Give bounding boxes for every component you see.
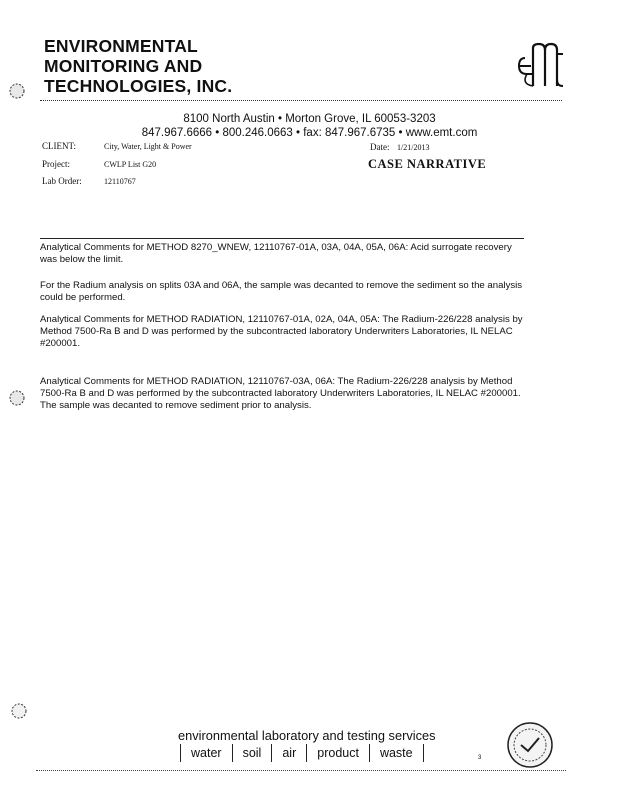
date-label: Date: <box>370 142 390 152</box>
service-item-soil: soil <box>232 744 272 762</box>
comment-paragraph: Analytical Comments for METHOD 8270_WNEW, 12110767-01A, 03A, 04A, 05A, 06A: Acid surrogate recovery was below the limit. <box>40 242 512 265</box>
page-number: 3 <box>478 755 482 761</box>
company-name-line-2: MONITORING AND <box>44 56 203 76</box>
punch-hole-icon <box>8 82 26 100</box>
footer-divider <box>36 770 566 771</box>
emt-logo-icon <box>515 40 567 90</box>
service-item-product: product <box>306 744 369 762</box>
comment-paragraph: Analytical Comments for METHOD RADIATION, 12110767-03A, 06A: The Radium-226/228 analysis by Method 7500-Ra B and D was performed by the subcontracted laboratory Underwriters Laboratories, IL NELAC #200001. The sample was decanted to remove sediment prior to analysis. <box>40 376 521 411</box>
company-contact: 847.967.6666 • 800.246.0663 • fax: 847.967.6735 • www.emt.com <box>141 127 478 139</box>
project-value: CWLP List G20 <box>104 160 157 169</box>
punch-hole-icon <box>10 702 28 720</box>
section-divider <box>40 238 524 239</box>
client-value: City, Water, Light & Power <box>104 142 192 151</box>
case-narrative-title: CASE NARRATIVE <box>368 157 487 171</box>
lab-order-value: 12110767 <box>104 177 136 186</box>
date-value: 1/21/2013 <box>397 143 430 152</box>
footer-tagline: environmental laboratory and testing services <box>178 728 436 743</box>
service-item-air: air <box>271 744 306 762</box>
punch-hole-icon <box>8 389 26 407</box>
project-label: Project: <box>42 159 70 169</box>
comment-paragraph: For the Radium analysis on splits 03A and 06A, the sample was decanted to remove the sediment so the analysis could be performed. <box>40 280 523 303</box>
comment-paragraph: Analytical Comments for METHOD RADIATION, 12110767-01A, 02A, 04A, 05A: The Radium-226/228 analysis by Method 7500-Ra B and D was performed by the subcontracted laboratory Underwriters Laboratories, IL NELAC #200001. <box>40 314 523 349</box>
client-label: CLIENT: <box>42 141 77 151</box>
service-list <box>180 744 424 762</box>
company-name-line-1: ENVIRONMENTAL <box>44 36 198 56</box>
service-item-water: water <box>180 744 232 762</box>
accreditation-seal-icon <box>505 720 555 770</box>
company-name <box>44 36 232 96</box>
company-name-line-3: TECHNOLOGIES, INC. <box>44 76 233 96</box>
header-divider <box>40 100 562 101</box>
lab-order-label: Lab Order: <box>42 176 82 186</box>
service-item-waste: waste <box>369 744 424 762</box>
company-address: 8100 North Austin • Morton Grove, IL 60053-3203 <box>183 113 436 125</box>
